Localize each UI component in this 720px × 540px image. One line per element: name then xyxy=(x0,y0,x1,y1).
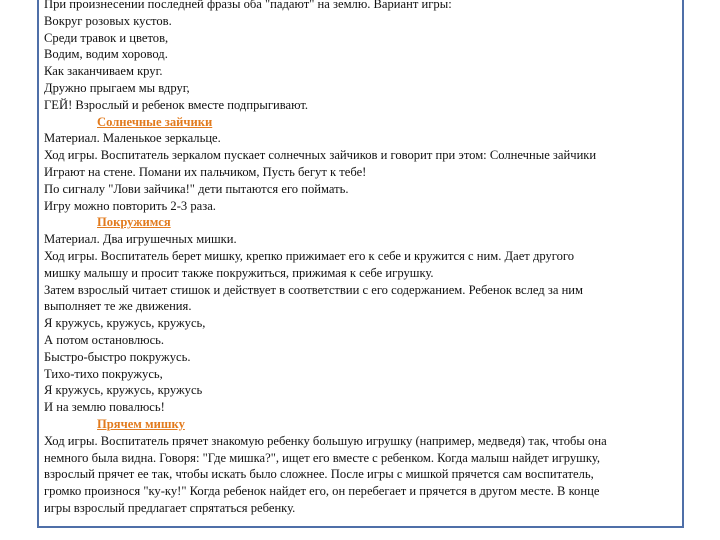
section-heading-sun-bunnies: Солнечные зайчики xyxy=(97,114,213,129)
text-line: Материал. Два игрушечных мишки. xyxy=(44,232,237,247)
text-line: И на землю повалюсь! xyxy=(44,400,165,415)
section-heading-hide-bear: Прячем мишку xyxy=(97,416,185,431)
text-line: А потом остановлюсь. xyxy=(44,332,165,347)
text-line: Как заканчиваем круг. xyxy=(44,64,163,79)
section-heading-spin: Покружимся xyxy=(97,215,171,230)
text-line: немного была видна. Говоря: "Где мишка?", ищет его вместе с ребенком. Когда малыш найдет игрушку, xyxy=(44,450,600,465)
text-line: ГЕЙ! Взрослый и ребенок вместе подпрыгивают. xyxy=(44,97,309,112)
text-line: Вокруг розовых кустов. xyxy=(44,13,172,28)
text-line: выполняет те же движения. xyxy=(44,299,192,314)
text-line: Ход игры. Воспитатель зеркалом пускает солнечных зайчиков и говорит при этом: Солнечные зайчики xyxy=(44,148,597,163)
text-line: По сигналу "Лови зайчика!" дети пытаются его поймать. xyxy=(44,181,349,196)
document-text xyxy=(44,0,680,517)
text-line: Дружно прыгаем мы вдруг, xyxy=(44,80,190,95)
text-line: Я кружусь, кружусь, кружусь xyxy=(44,383,203,398)
text-line: Я кружусь, кружусь, кружусь, xyxy=(44,316,206,331)
text-line: Ход игры. Воспитатель прячет знакомую ребенку большую игрушку (например, медведя) так, чтобы она xyxy=(44,433,607,448)
text-line: громко произнося "ку-ку!" Когда ребенок найдет его, он перебегает и прячется в другом месте. В конце xyxy=(44,484,600,499)
text-line: Затем взрослый читает стишок и действует в соответствии с его содержанием. Ребенок вслед за ним xyxy=(44,282,584,297)
text-line: Быстро-быстро покружусь. xyxy=(44,349,191,364)
text-line: Игру можно повторить 2-3 раза. xyxy=(44,198,216,213)
text-line: взрослый прячет ее так, чтобы искать было сложнее. После игры с мишкой прячется сам воспитатель, xyxy=(44,467,594,482)
text-line: При произнесении последней фразы оба "падают" на землю. Вариант игры: xyxy=(44,0,452,11)
text-line: Ход игры. Воспитатель берет мишку, крепко прижимает его к себе и кружится с ним. Дает другого xyxy=(44,248,575,263)
text-line: игры взрослый предлагает спрятаться ребенку. xyxy=(44,500,296,515)
text-line: Водим, водим хоровод. xyxy=(44,47,168,62)
text-line: Играют на стене. Помани их пальчиком, Пусть бегут к тебе! xyxy=(44,164,367,179)
text-line: мишку малышу и просит также покружиться, прижимая к себе игрушку. xyxy=(44,265,434,280)
text-line: Тихо-тихо покружусь, xyxy=(44,366,163,381)
text-line: Материал. Маленькое зеркальце. xyxy=(44,131,221,146)
text-line: Среди травок и цветов, xyxy=(44,30,169,45)
